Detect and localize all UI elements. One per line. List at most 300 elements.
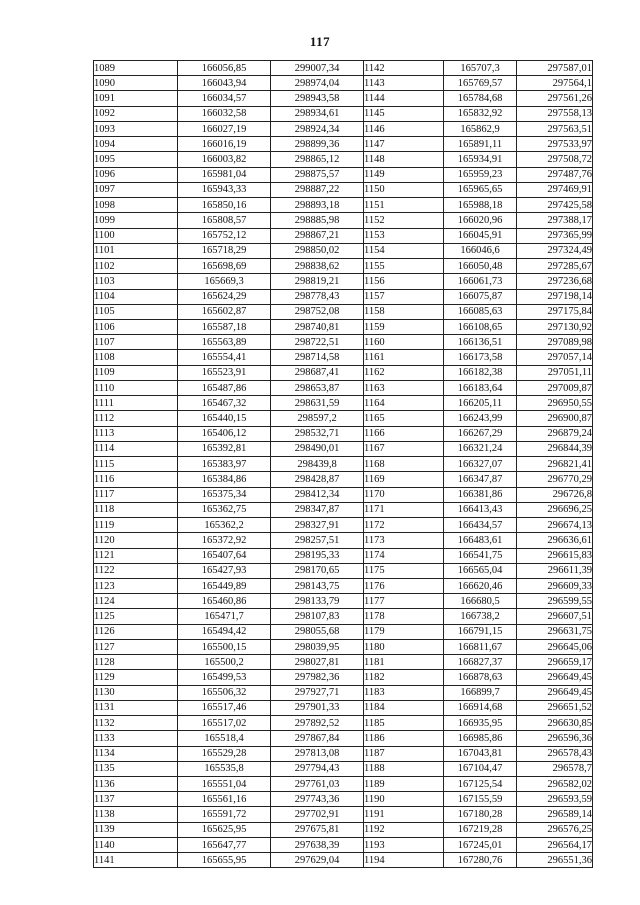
point-number-left-cell: 1121 — [94, 548, 178, 563]
y-coordinate-right-cell: 297564,1 — [517, 76, 593, 91]
point-number-left-cell: 1124 — [94, 594, 178, 609]
point-number-right-cell: 1180 — [364, 639, 444, 654]
y-coordinate-right-cell: 296950,55 — [517, 396, 593, 411]
point-number-left-cell: 1135 — [94, 761, 178, 776]
x-coordinate-right-cell: 165707,3 — [444, 61, 517, 76]
y-coordinate-right-cell: 296599,55 — [517, 594, 593, 609]
point-number-right-cell: 1142 — [364, 61, 444, 76]
x-coordinate-left-cell: 165518,4 — [178, 731, 271, 746]
point-number-left-cell: 1110 — [94, 380, 178, 395]
x-coordinate-left-cell: 165981,04 — [178, 167, 271, 182]
y-coordinate-left-cell: 298865,12 — [271, 152, 364, 167]
y-coordinate-left-cell: 298722,51 — [271, 335, 364, 350]
y-coordinate-right-cell: 297175,84 — [517, 304, 593, 319]
table-row — [94, 350, 593, 365]
x-coordinate-right-cell: 166327,07 — [444, 457, 517, 472]
y-coordinate-left-cell: 298924,34 — [271, 121, 364, 136]
table-row — [94, 609, 593, 624]
x-coordinate-left-cell: 165551,04 — [178, 777, 271, 792]
y-coordinate-left-cell: 298687,41 — [271, 365, 364, 380]
y-coordinate-left-cell: 297743,36 — [271, 792, 364, 807]
y-coordinate-right-cell: 297198,14 — [517, 289, 593, 304]
y-coordinate-left-cell: 298740,81 — [271, 319, 364, 334]
y-coordinate-left-cell: 298885,98 — [271, 213, 364, 228]
x-coordinate-right-cell: 166935,95 — [444, 716, 517, 731]
point-number-right-cell: 1159 — [364, 319, 444, 334]
point-number-left-cell: 1130 — [94, 685, 178, 700]
x-coordinate-left-cell: 165591,72 — [178, 807, 271, 822]
table-row — [94, 655, 593, 670]
point-number-right-cell: 1156 — [364, 274, 444, 289]
point-number-right-cell: 1194 — [364, 853, 444, 868]
point-number-right-cell: 1175 — [364, 563, 444, 578]
point-number-right-cell: 1152 — [364, 213, 444, 228]
table-row — [94, 396, 593, 411]
x-coordinate-right-cell: 166321,24 — [444, 441, 517, 456]
coordinates-table-body — [94, 61, 593, 868]
y-coordinate-left-cell: 298597,2 — [271, 411, 364, 426]
table-row — [94, 670, 593, 685]
y-coordinate-left-cell: 298934,61 — [271, 106, 364, 121]
y-coordinate-left-cell: 298887,22 — [271, 182, 364, 197]
point-number-left-cell: 1091 — [94, 91, 178, 106]
table-row — [94, 853, 593, 868]
table-row — [94, 685, 593, 700]
x-coordinate-right-cell: 165959,23 — [444, 167, 517, 182]
table-row — [94, 700, 593, 715]
y-coordinate-left-cell: 298107,83 — [271, 609, 364, 624]
point-number-right-cell: 1176 — [364, 578, 444, 593]
y-coordinate-right-cell: 296821,41 — [517, 457, 593, 472]
y-coordinate-right-cell: 296649,45 — [517, 670, 593, 685]
point-number-right-cell: 1191 — [364, 807, 444, 822]
y-coordinate-left-cell: 298532,71 — [271, 426, 364, 441]
point-number-right-cell: 1154 — [364, 243, 444, 258]
point-number-right-cell: 1146 — [364, 121, 444, 136]
x-coordinate-right-cell: 166182,38 — [444, 365, 517, 380]
point-number-right-cell: 1173 — [364, 533, 444, 548]
y-coordinate-right-cell: 297563,51 — [517, 121, 593, 136]
y-coordinate-right-cell: 297057,14 — [517, 350, 593, 365]
point-number-right-cell: 1143 — [364, 76, 444, 91]
table-row — [94, 228, 593, 243]
y-coordinate-right-cell: 297508,72 — [517, 152, 593, 167]
y-coordinate-right-cell: 296651,52 — [517, 700, 593, 715]
point-number-left-cell: 1094 — [94, 137, 178, 152]
table-row — [94, 487, 593, 502]
x-coordinate-right-cell: 166347,87 — [444, 472, 517, 487]
x-coordinate-right-cell: 166136,51 — [444, 335, 517, 350]
point-number-right-cell: 1189 — [364, 777, 444, 792]
x-coordinate-left-cell: 165499,53 — [178, 670, 271, 685]
x-coordinate-right-cell: 165891,11 — [444, 137, 517, 152]
y-coordinate-right-cell: 297130,92 — [517, 319, 593, 334]
point-number-right-cell: 1178 — [364, 609, 444, 624]
point-number-right-cell: 1150 — [364, 182, 444, 197]
y-coordinate-left-cell: 299007,34 — [271, 61, 364, 76]
x-coordinate-left-cell: 165362,2 — [178, 518, 271, 533]
table-row — [94, 137, 593, 152]
table-row — [94, 563, 593, 578]
point-number-left-cell: 1112 — [94, 411, 178, 426]
y-coordinate-left-cell: 297927,71 — [271, 685, 364, 700]
x-coordinate-left-cell: 165850,16 — [178, 198, 271, 213]
y-coordinate-left-cell: 297982,36 — [271, 670, 364, 685]
y-coordinate-right-cell: 296900,87 — [517, 411, 593, 426]
point-number-left-cell: 1090 — [94, 76, 178, 91]
y-coordinate-right-cell: 296645,06 — [517, 639, 593, 654]
x-coordinate-right-cell: 167280,76 — [444, 853, 517, 868]
x-coordinate-right-cell: 166050,48 — [444, 259, 517, 274]
point-number-left-cell: 1138 — [94, 807, 178, 822]
x-coordinate-right-cell: 167125,54 — [444, 777, 517, 792]
y-coordinate-left-cell: 298714,58 — [271, 350, 364, 365]
x-coordinate-left-cell: 166043,94 — [178, 76, 271, 91]
x-coordinate-right-cell: 166899,7 — [444, 685, 517, 700]
point-number-left-cell: 1111 — [94, 396, 178, 411]
point-number-right-cell: 1161 — [364, 350, 444, 365]
point-number-right-cell: 1162 — [364, 365, 444, 380]
x-coordinate-right-cell: 165965,65 — [444, 182, 517, 197]
point-number-left-cell: 1139 — [94, 822, 178, 837]
point-number-left-cell: 1117 — [94, 487, 178, 502]
point-number-right-cell: 1148 — [364, 152, 444, 167]
x-coordinate-right-cell: 166108,65 — [444, 319, 517, 334]
point-number-left-cell: 1128 — [94, 655, 178, 670]
x-coordinate-left-cell: 165440,15 — [178, 411, 271, 426]
point-number-right-cell: 1157 — [364, 289, 444, 304]
x-coordinate-right-cell: 167155,59 — [444, 792, 517, 807]
point-number-right-cell: 1170 — [364, 487, 444, 502]
point-number-right-cell: 1190 — [364, 792, 444, 807]
x-coordinate-right-cell: 166183,64 — [444, 380, 517, 395]
table-row — [94, 259, 593, 274]
x-coordinate-left-cell: 165523,91 — [178, 365, 271, 380]
y-coordinate-right-cell: 297469,91 — [517, 182, 593, 197]
y-coordinate-left-cell: 298653,87 — [271, 380, 364, 395]
x-coordinate-right-cell: 166878,63 — [444, 670, 517, 685]
point-number-right-cell: 1145 — [364, 106, 444, 121]
y-coordinate-right-cell: 297388,17 — [517, 213, 593, 228]
x-coordinate-left-cell: 165669,3 — [178, 274, 271, 289]
y-coordinate-right-cell: 296596,36 — [517, 731, 593, 746]
point-number-right-cell: 1147 — [364, 137, 444, 152]
point-number-left-cell: 1131 — [94, 700, 178, 715]
x-coordinate-right-cell: 166811,67 — [444, 639, 517, 654]
x-coordinate-left-cell: 165372,92 — [178, 533, 271, 548]
y-coordinate-left-cell: 298752,08 — [271, 304, 364, 319]
x-coordinate-left-cell: 165375,34 — [178, 487, 271, 502]
x-coordinate-right-cell: 166565,04 — [444, 563, 517, 578]
table-row — [94, 426, 593, 441]
table-row — [94, 457, 593, 472]
page-number: 117 — [309, 34, 331, 49]
y-coordinate-left-cell: 298490,01 — [271, 441, 364, 456]
point-number-right-cell: 1160 — [364, 335, 444, 350]
table-row — [94, 365, 593, 380]
point-number-left-cell: 1134 — [94, 746, 178, 761]
y-coordinate-right-cell: 296564,17 — [517, 837, 593, 852]
x-coordinate-right-cell: 166061,73 — [444, 274, 517, 289]
y-coordinate-left-cell: 297761,03 — [271, 777, 364, 792]
x-coordinate-left-cell: 166027,19 — [178, 121, 271, 136]
point-number-right-cell: 1182 — [364, 670, 444, 685]
x-coordinate-left-cell: 165517,02 — [178, 716, 271, 731]
point-number-left-cell: 1126 — [94, 624, 178, 639]
x-coordinate-left-cell: 165427,93 — [178, 563, 271, 578]
x-coordinate-right-cell: 167245,01 — [444, 837, 517, 852]
x-coordinate-right-cell: 165832,92 — [444, 106, 517, 121]
point-number-right-cell: 1181 — [364, 655, 444, 670]
y-coordinate-left-cell: 297675,81 — [271, 822, 364, 837]
table-row — [94, 533, 593, 548]
y-coordinate-left-cell: 298819,21 — [271, 274, 364, 289]
table-row — [94, 792, 593, 807]
point-number-left-cell: 1116 — [94, 472, 178, 487]
point-number-right-cell: 1188 — [364, 761, 444, 776]
y-coordinate-right-cell: 296674,13 — [517, 518, 593, 533]
point-number-left-cell: 1114 — [94, 441, 178, 456]
x-coordinate-left-cell: 165752,12 — [178, 228, 271, 243]
y-coordinate-left-cell: 298143,75 — [271, 578, 364, 593]
x-coordinate-left-cell: 165554,41 — [178, 350, 271, 365]
point-number-left-cell: 1137 — [94, 792, 178, 807]
x-coordinate-left-cell: 165718,29 — [178, 243, 271, 258]
point-number-right-cell: 1165 — [364, 411, 444, 426]
x-coordinate-left-cell: 165383,97 — [178, 457, 271, 472]
x-coordinate-right-cell: 166173,58 — [444, 350, 517, 365]
point-number-right-cell: 1171 — [364, 502, 444, 517]
x-coordinate-right-cell: 166791,15 — [444, 624, 517, 639]
x-coordinate-right-cell: 166075,87 — [444, 289, 517, 304]
y-coordinate-left-cell: 298850,02 — [271, 243, 364, 258]
y-coordinate-left-cell: 297901,33 — [271, 700, 364, 715]
point-number-left-cell: 1120 — [94, 533, 178, 548]
y-coordinate-left-cell: 298347,87 — [271, 502, 364, 517]
x-coordinate-left-cell: 165449,89 — [178, 578, 271, 593]
point-number-right-cell: 1167 — [364, 441, 444, 456]
x-coordinate-left-cell: 165460,86 — [178, 594, 271, 609]
y-coordinate-left-cell: 298899,36 — [271, 137, 364, 152]
x-coordinate-left-cell: 166016,19 — [178, 137, 271, 152]
table-row — [94, 411, 593, 426]
point-number-left-cell: 1115 — [94, 457, 178, 472]
y-coordinate-right-cell: 296726,8 — [517, 487, 593, 502]
y-coordinate-left-cell: 298195,33 — [271, 548, 364, 563]
x-coordinate-right-cell: 166738,2 — [444, 609, 517, 624]
point-number-left-cell: 1103 — [94, 274, 178, 289]
x-coordinate-left-cell: 165535,8 — [178, 761, 271, 776]
y-coordinate-right-cell: 297533,97 — [517, 137, 593, 152]
table-row — [94, 441, 593, 456]
y-coordinate-right-cell: 296659,17 — [517, 655, 593, 670]
point-number-right-cell: 1184 — [364, 700, 444, 715]
table-row — [94, 807, 593, 822]
point-number-left-cell: 1129 — [94, 670, 178, 685]
point-number-left-cell: 1098 — [94, 198, 178, 213]
x-coordinate-left-cell: 165563,89 — [178, 335, 271, 350]
point-number-left-cell: 1119 — [94, 518, 178, 533]
y-coordinate-left-cell: 297892,52 — [271, 716, 364, 731]
y-coordinate-left-cell: 297638,39 — [271, 837, 364, 852]
y-coordinate-left-cell: 298039,95 — [271, 639, 364, 654]
x-coordinate-left-cell: 165808,57 — [178, 213, 271, 228]
point-number-right-cell: 1174 — [364, 548, 444, 563]
y-coordinate-left-cell: 298027,81 — [271, 655, 364, 670]
table-row — [94, 167, 593, 182]
y-coordinate-right-cell: 296631,75 — [517, 624, 593, 639]
y-coordinate-right-cell: 297558,13 — [517, 106, 593, 121]
y-coordinate-left-cell: 298631,59 — [271, 396, 364, 411]
x-coordinate-right-cell: 166985,86 — [444, 731, 517, 746]
point-number-left-cell: 1141 — [94, 853, 178, 868]
y-coordinate-left-cell: 298875,57 — [271, 167, 364, 182]
point-number-left-cell: 1125 — [94, 609, 178, 624]
table-row — [94, 578, 593, 593]
y-coordinate-right-cell: 296582,02 — [517, 777, 593, 792]
point-number-right-cell: 1163 — [364, 380, 444, 395]
y-coordinate-right-cell: 297324,49 — [517, 243, 593, 258]
point-number-right-cell: 1149 — [364, 167, 444, 182]
point-number-right-cell: 1186 — [364, 731, 444, 746]
x-coordinate-left-cell: 166056,85 — [178, 61, 271, 76]
table-row — [94, 746, 593, 761]
x-coordinate-left-cell: 165494,42 — [178, 624, 271, 639]
x-coordinate-left-cell: 165406,12 — [178, 426, 271, 441]
point-number-left-cell: 1113 — [94, 426, 178, 441]
point-number-left-cell: 1108 — [94, 350, 178, 365]
point-number-right-cell: 1168 — [364, 457, 444, 472]
x-coordinate-left-cell: 166032,58 — [178, 106, 271, 121]
y-coordinate-left-cell: 298133,79 — [271, 594, 364, 609]
table-row — [94, 213, 593, 228]
x-coordinate-right-cell: 165769,57 — [444, 76, 517, 91]
y-coordinate-right-cell: 297365,99 — [517, 228, 593, 243]
x-coordinate-left-cell: 166034,57 — [178, 91, 271, 106]
y-coordinate-left-cell: 298327,91 — [271, 518, 364, 533]
y-coordinate-left-cell: 298412,34 — [271, 487, 364, 502]
x-coordinate-right-cell: 165784,68 — [444, 91, 517, 106]
point-number-left-cell: 1100 — [94, 228, 178, 243]
point-number-right-cell: 1144 — [364, 91, 444, 106]
x-coordinate-left-cell: 165500,15 — [178, 639, 271, 654]
x-coordinate-left-cell: 165647,77 — [178, 837, 271, 852]
x-coordinate-left-cell: 165943,33 — [178, 182, 271, 197]
point-number-right-cell: 1179 — [364, 624, 444, 639]
point-number-left-cell: 1109 — [94, 365, 178, 380]
point-number-right-cell: 1183 — [364, 685, 444, 700]
table-row — [94, 624, 593, 639]
y-coordinate-right-cell: 297009,87 — [517, 380, 593, 395]
point-number-right-cell: 1193 — [364, 837, 444, 852]
point-number-left-cell: 1127 — [94, 639, 178, 654]
y-coordinate-left-cell: 298893,18 — [271, 198, 364, 213]
table-row — [94, 91, 593, 106]
y-coordinate-left-cell: 298439,8 — [271, 457, 364, 472]
point-number-right-cell: 1153 — [364, 228, 444, 243]
point-number-right-cell: 1166 — [364, 426, 444, 441]
x-coordinate-left-cell: 166003,82 — [178, 152, 271, 167]
table-row — [94, 548, 593, 563]
y-coordinate-right-cell: 297089,98 — [517, 335, 593, 350]
y-coordinate-left-cell: 297813,08 — [271, 746, 364, 761]
y-coordinate-right-cell: 296696,25 — [517, 502, 593, 517]
table-row — [94, 639, 593, 654]
point-number-left-cell: 1096 — [94, 167, 178, 182]
x-coordinate-right-cell: 166267,29 — [444, 426, 517, 441]
point-number-right-cell: 1187 — [364, 746, 444, 761]
table-row — [94, 716, 593, 731]
point-number-left-cell: 1101 — [94, 243, 178, 258]
y-coordinate-right-cell: 296615,83 — [517, 548, 593, 563]
table-row — [94, 472, 593, 487]
y-coordinate-left-cell: 298778,43 — [271, 289, 364, 304]
y-coordinate-right-cell: 296578,7 — [517, 761, 593, 776]
x-coordinate-right-cell: 166046,6 — [444, 243, 517, 258]
point-number-right-cell: 1172 — [364, 518, 444, 533]
x-coordinate-right-cell: 166413,43 — [444, 502, 517, 517]
point-number-left-cell: 1093 — [94, 121, 178, 136]
y-coordinate-right-cell: 297051,11 — [517, 365, 593, 380]
x-coordinate-left-cell: 165561,16 — [178, 792, 271, 807]
table-row — [94, 274, 593, 289]
y-coordinate-right-cell: 296578,43 — [517, 746, 593, 761]
y-coordinate-left-cell: 298974,04 — [271, 76, 364, 91]
point-number-left-cell: 1102 — [94, 259, 178, 274]
point-number-right-cell: 1155 — [364, 259, 444, 274]
x-coordinate-right-cell: 167180,28 — [444, 807, 517, 822]
y-coordinate-right-cell: 297425,58 — [517, 198, 593, 213]
x-coordinate-left-cell: 165392,81 — [178, 441, 271, 456]
x-coordinate-left-cell: 165624,29 — [178, 289, 271, 304]
x-coordinate-left-cell: 165517,46 — [178, 700, 271, 715]
y-coordinate-left-cell: 297794,43 — [271, 761, 364, 776]
y-coordinate-right-cell: 296649,45 — [517, 685, 593, 700]
y-coordinate-right-cell: 296636,61 — [517, 533, 593, 548]
coordinates-table — [93, 60, 593, 868]
y-coordinate-right-cell: 297285,67 — [517, 259, 593, 274]
point-number-left-cell: 1133 — [94, 731, 178, 746]
y-coordinate-left-cell: 297867,84 — [271, 731, 364, 746]
y-coordinate-left-cell: 298257,51 — [271, 533, 364, 548]
point-number-left-cell: 1097 — [94, 182, 178, 197]
x-coordinate-right-cell: 166085,63 — [444, 304, 517, 319]
x-coordinate-right-cell: 166827,37 — [444, 655, 517, 670]
point-number-right-cell: 1158 — [364, 304, 444, 319]
y-coordinate-right-cell: 297236,68 — [517, 274, 593, 289]
table-row — [94, 76, 593, 91]
x-coordinate-right-cell: 166381,86 — [444, 487, 517, 502]
x-coordinate-left-cell: 165467,32 — [178, 396, 271, 411]
table-row — [94, 152, 593, 167]
point-number-right-cell: 1177 — [364, 594, 444, 609]
y-coordinate-right-cell: 296589,14 — [517, 807, 593, 822]
y-coordinate-right-cell: 296551,36 — [517, 853, 593, 868]
x-coordinate-left-cell: 165506,32 — [178, 685, 271, 700]
point-number-left-cell: 1105 — [94, 304, 178, 319]
table-row — [94, 304, 593, 319]
y-coordinate-left-cell: 298867,21 — [271, 228, 364, 243]
table-row — [94, 319, 593, 334]
y-coordinate-right-cell: 297561,26 — [517, 91, 593, 106]
point-number-right-cell: 1151 — [364, 198, 444, 213]
y-coordinate-right-cell: 297487,76 — [517, 167, 593, 182]
x-coordinate-right-cell: 166434,57 — [444, 518, 517, 533]
table-row — [94, 731, 593, 746]
y-coordinate-right-cell: 296593,59 — [517, 792, 593, 807]
x-coordinate-left-cell: 165500,2 — [178, 655, 271, 670]
table-row — [94, 761, 593, 776]
